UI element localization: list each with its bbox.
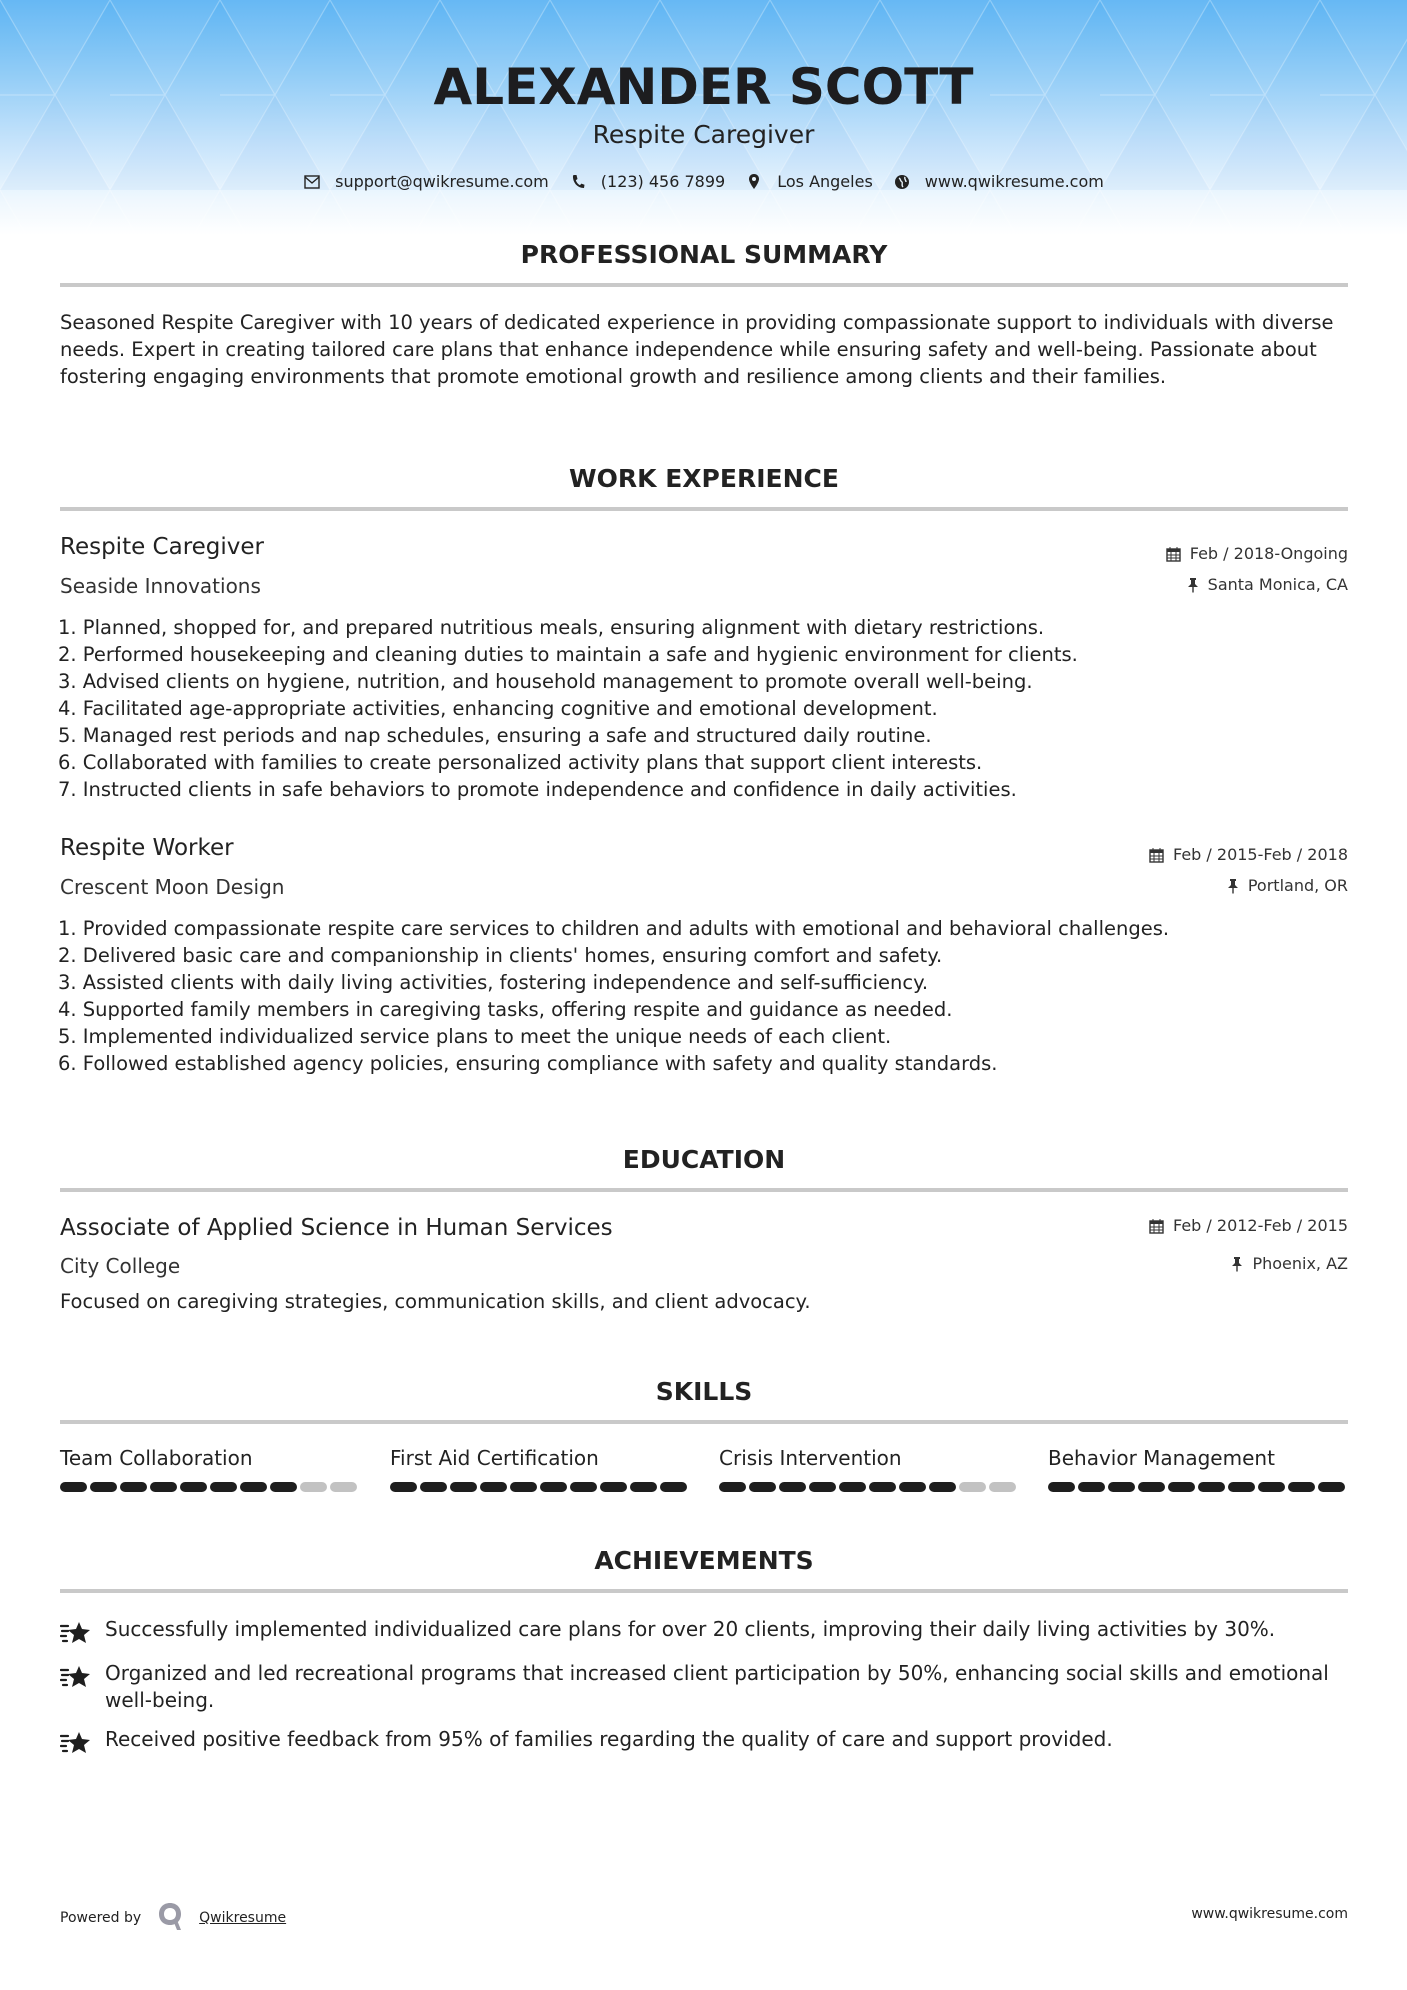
bullet-item: 3. Assisted clients with daily living activities, fostering independence and self-sufficiency. xyxy=(58,971,929,994)
summary-text: Seasoned Respite Caregiver with 10 years of dedicated experience in providing compassionate support to individuals with diverse needs. Expert in creating tailored care plans that enhance independence while ensuring safety and well-being. Passionate about fostering engaging environments that promote emotional growth and resilience among clients and their families. xyxy=(60,311,1334,388)
section-title-achievements: ACHIEVEMENTS xyxy=(594,1546,814,1575)
bullet-item: 4. Supported family members in caregiving tasks, offering respite and guidance as needed. xyxy=(58,998,953,1021)
resume-header xyxy=(0,0,1407,235)
pushpin-icon xyxy=(1231,1256,1243,1272)
bullet-item: 1. Provided compassionate respite care services to children and adults with emotional and behavioral challenges. xyxy=(58,917,1170,940)
contact-email[interactable]: support@qwikresume.com xyxy=(303,172,549,191)
skill-name: Behavior Management xyxy=(1048,1446,1275,1470)
section-divider xyxy=(60,1589,1348,1593)
achievement-item: Successfully implemented individualized care plans for over 20 clients, improving their daily living activities by 30%. xyxy=(60,1616,1350,1648)
skill-item xyxy=(719,1446,1019,1492)
shooting-star-icon xyxy=(60,1728,92,1758)
job-location: Portland, OR xyxy=(1227,876,1348,895)
job-title: Respite Caregiver xyxy=(60,534,265,560)
section-title-summary: PROFESSIONAL SUMMARY xyxy=(520,240,888,269)
job-title: Respite Worker xyxy=(60,835,234,861)
section-title-education: EDUCATION xyxy=(622,1145,786,1174)
skill-item xyxy=(60,1446,360,1492)
skill-level-bar xyxy=(390,1482,690,1492)
job-bullets xyxy=(58,614,1078,803)
skill-item xyxy=(1048,1446,1348,1492)
company-name: Seaside Innovations xyxy=(60,574,261,598)
pushpin-icon xyxy=(1187,577,1199,593)
achievement-item: Received positive feedback from 95% of families regarding the quality of care and support provided. xyxy=(60,1726,1350,1758)
bullet-item: 5. Implemented individualized service plans to meet the unique needs of each client. xyxy=(58,1025,892,1048)
globe-icon xyxy=(893,173,911,191)
section-title-experience: WORK EXPERIENCE xyxy=(569,464,839,493)
bullet-item: 5. Managed rest periods and nap schedules, ensuring a safe and structured daily routine. xyxy=(58,724,932,747)
bullet-item: 2. Performed housekeeping and cleaning duties to maintain a safe and hygienic environment for clients. xyxy=(58,643,1078,666)
skill-level-bar xyxy=(719,1482,1019,1492)
bullet-item: 1. Planned, shopped for, and prepared nutritious meals, ensuring alignment with dietary restrictions. xyxy=(58,616,1045,639)
skill-item xyxy=(390,1446,690,1492)
triangle-pattern-background xyxy=(0,0,1407,235)
candidate-name: ALEXANDER SCOTT xyxy=(433,58,974,116)
section-divider xyxy=(60,1420,1348,1424)
company-name: Crescent Moon Design xyxy=(60,875,285,899)
map-marker-icon xyxy=(745,173,763,191)
skill-level-bar xyxy=(1048,1482,1348,1492)
calendar-icon xyxy=(1149,1218,1164,1234)
bullet-item: 6. Collaborated with families to create personalized activity plans that support client interests. xyxy=(58,751,983,774)
bullet-item: 2. Delivered basic care and companionship in clients' homes, ensuring comfort and safety. xyxy=(58,944,943,967)
envelope-icon xyxy=(303,173,321,191)
qwikresume-logo-icon xyxy=(155,1900,185,1936)
education-location: Phoenix, AZ xyxy=(1231,1254,1348,1273)
bullet-item: 6. Followed established agency policies, ensuring compliance with safety and quality standards. xyxy=(58,1052,998,1075)
contact-bar xyxy=(0,172,1407,191)
skill-name: Team Collaboration xyxy=(60,1446,253,1470)
qwikresume-link[interactable]: Qwikresume xyxy=(199,1910,287,1926)
skill-name: Crisis Intervention xyxy=(719,1446,902,1470)
footer-powered-by: Powered by Qwikresume xyxy=(60,1900,286,1936)
shooting-star-icon xyxy=(60,1662,92,1692)
bullet-item: 3. Advised clients on hygiene, nutrition, and household management to promote overall well-being. xyxy=(58,670,1033,693)
job-bullets xyxy=(58,915,1169,1077)
degree-title: Associate of Applied Science in Human Services xyxy=(60,1215,613,1241)
contact-phone[interactable]: (123) 456 7899 xyxy=(569,172,725,191)
school-name: City College xyxy=(60,1254,181,1278)
section-divider xyxy=(60,507,1348,511)
bullet-item: 7. Instructed clients in safe behaviors to promote independence and confidence in daily activities. xyxy=(58,778,1017,801)
skill-name: First Aid Certification xyxy=(390,1446,599,1470)
section-title-skills: SKILLS xyxy=(655,1377,753,1406)
contact-website[interactable]: www.qwikresume.com xyxy=(893,172,1104,191)
calendar-icon xyxy=(1149,847,1164,863)
pushpin-icon xyxy=(1227,878,1239,894)
calendar-icon xyxy=(1166,546,1181,562)
skill-level-bar xyxy=(60,1482,360,1492)
achievement-item: Organized and led recreational programs that increased client participation by 50%, enhancing social skills and emotional well-being. xyxy=(60,1660,1350,1714)
section-divider xyxy=(60,1188,1348,1192)
contact-location: Los Angeles xyxy=(745,172,873,191)
education-date: Feb / 2012-Feb / 2015 xyxy=(1149,1216,1348,1235)
education-description: Focused on caregiving strategies, communication skills, and client advocacy. xyxy=(60,1290,811,1313)
job-date: Feb / 2015-Feb / 2018 xyxy=(1149,845,1348,864)
shooting-star-icon xyxy=(60,1618,92,1648)
footer-website-link[interactable]: www.qwikresume.com xyxy=(1191,1906,1348,1922)
phone-icon xyxy=(569,173,587,191)
job-location: Santa Monica, CA xyxy=(1187,575,1348,594)
job-date: Feb / 2018-Ongoing xyxy=(1166,544,1348,563)
candidate-title: Respite Caregiver xyxy=(592,120,815,149)
section-divider xyxy=(60,283,1348,287)
bullet-item: 4. Facilitated age-appropriate activities, enhancing cognitive and emotional development. xyxy=(58,697,938,720)
